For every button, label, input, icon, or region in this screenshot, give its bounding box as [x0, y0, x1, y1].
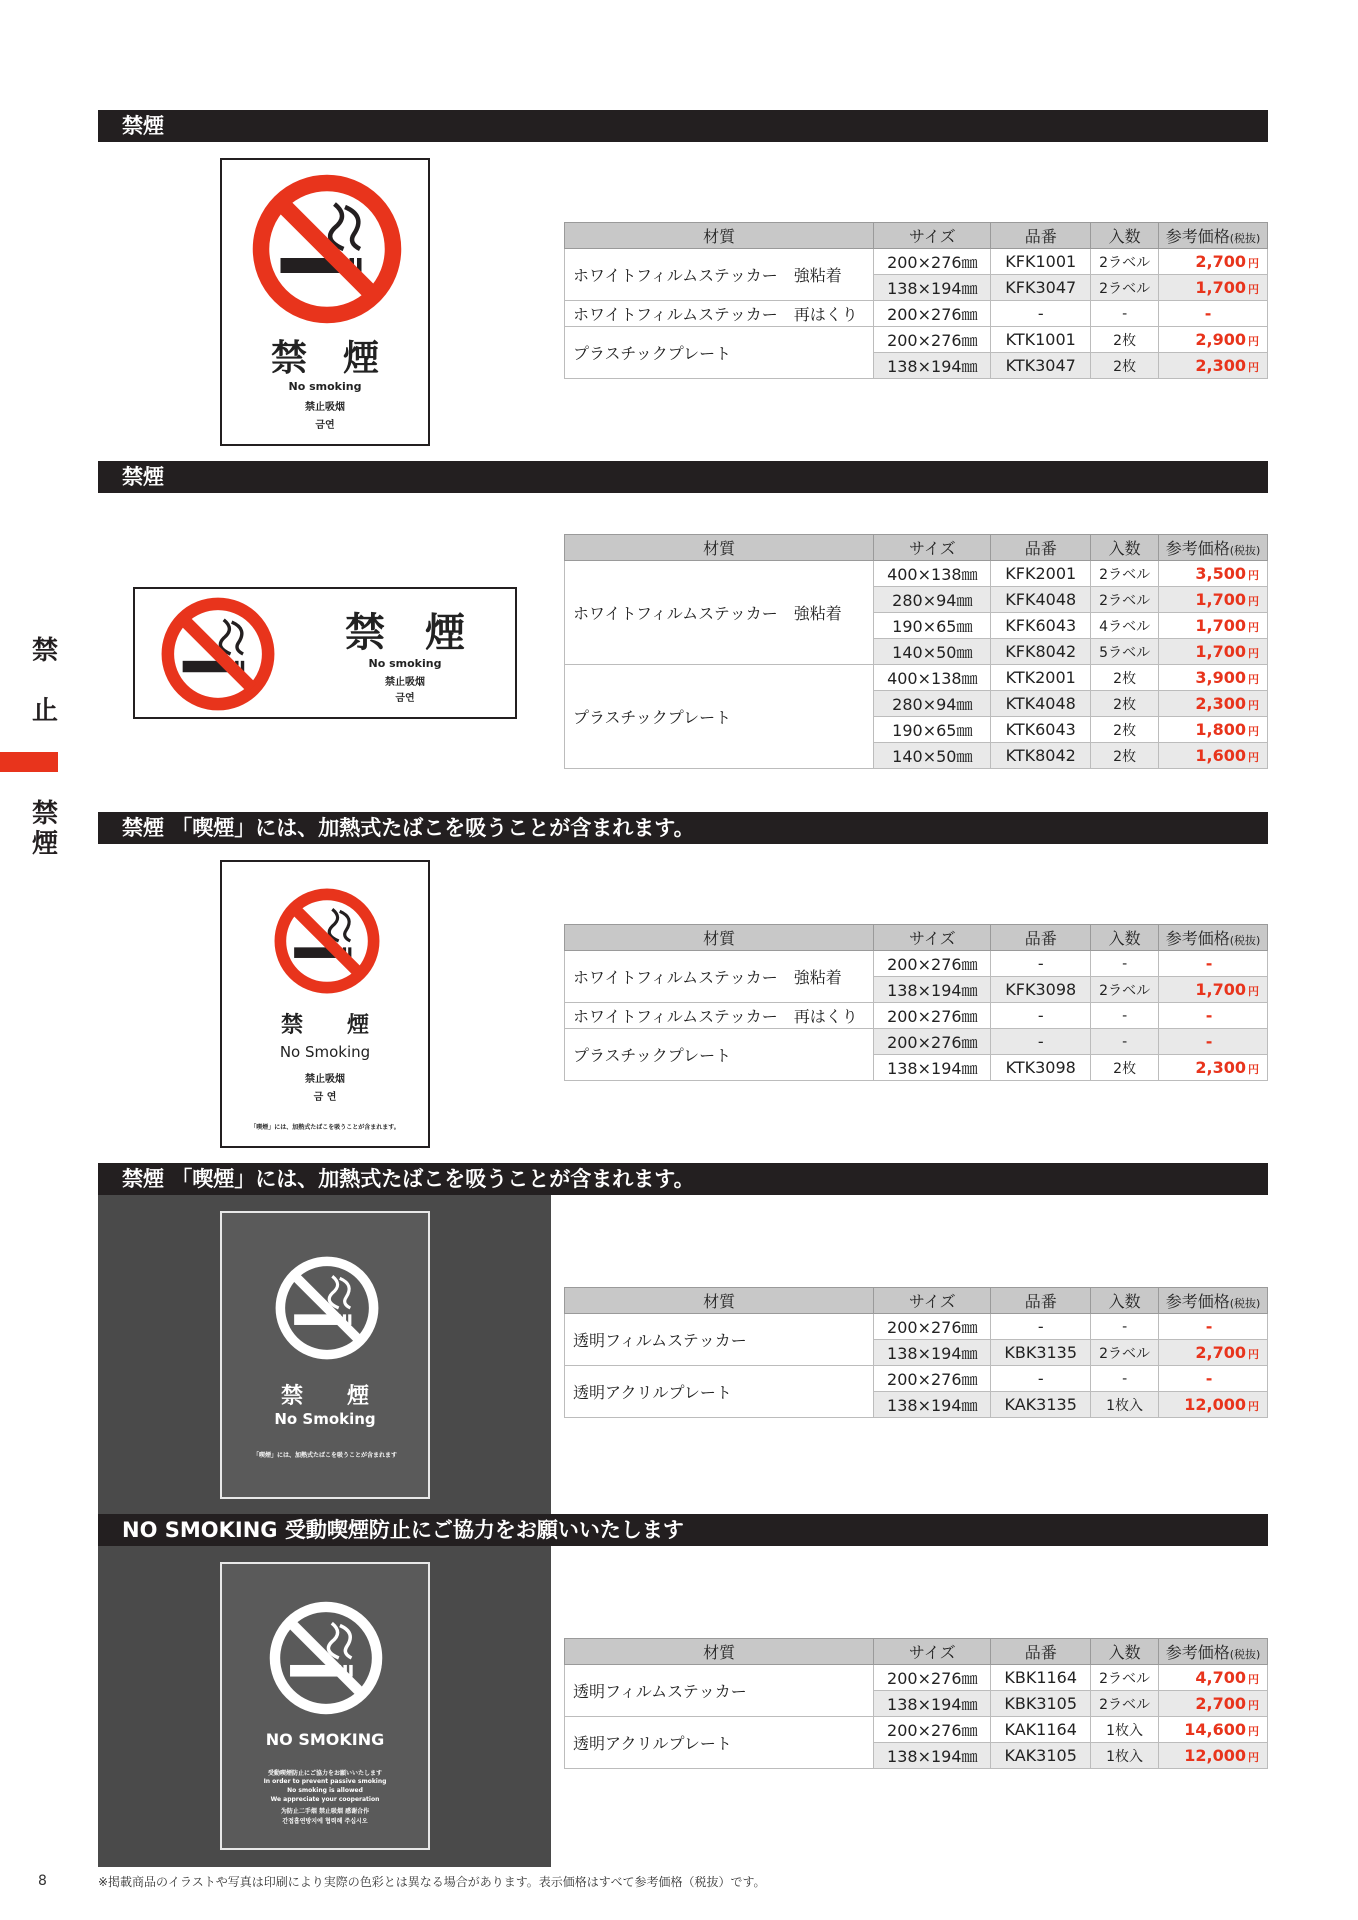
cell-code: KAK3135 [991, 1392, 1091, 1418]
cell-code: KFK6043 [991, 613, 1091, 639]
cell-price: 1,700 円 [1159, 977, 1268, 1003]
header-qty: 入数 [1091, 535, 1159, 561]
sign-chinese: 禁止吸烟 [385, 677, 425, 688]
header-material: 材質 [565, 925, 874, 951]
header-qty: 入数 [1091, 223, 1159, 249]
cell-qty: - [1091, 301, 1159, 327]
cell-size: 138×194㎜ [874, 1340, 991, 1366]
cell-size: 200×276㎜ [874, 1366, 991, 1392]
cell-size: 138×194㎜ [874, 353, 991, 379]
cell-code: KTK8042 [991, 743, 1091, 769]
cell-price: 3,900 円 [1159, 665, 1268, 691]
side-label-kin2: 禁 [31, 799, 58, 829]
table-row [565, 951, 1268, 977]
sign-line-cn: 为防止二手烟 禁止吸烟 感谢合作 [280, 1808, 370, 1815]
cell-size: 200×276㎜ [874, 1029, 991, 1055]
table-row [565, 249, 1268, 275]
sign-horizontal [133, 587, 517, 719]
sign-title: 禁 煙 [270, 338, 379, 379]
header-code: 品番 [991, 1639, 1091, 1665]
cell-size: 190×65㎜ [874, 717, 991, 743]
cell-size: 190×65㎜ [874, 613, 991, 639]
spec-table [564, 1638, 1268, 1769]
footer-note: ※掲載商品のイラストや写真は印刷により実際の色彩とは異なる場合があります。表示価格はすべて参考価格（税抜）です。 [98, 1875, 766, 1889]
sign-english: No smoking [288, 380, 362, 393]
cell-code: - [991, 1366, 1091, 1392]
cell-code: KFK1001 [991, 249, 1091, 275]
cell-qty: 2ラベル [1091, 1665, 1159, 1691]
side-label-shi: 止 [31, 696, 58, 726]
cell-code: KTK3098 [991, 1055, 1091, 1081]
cell-code: - [991, 1029, 1091, 1055]
sign-line-en2: No smoking is allowed [287, 1787, 363, 1794]
cell-price: - [1159, 301, 1268, 327]
cell-qty: 2枚 [1091, 353, 1159, 379]
cell-code: - [991, 1003, 1091, 1029]
cell-size: 280×94㎜ [874, 691, 991, 717]
cell-price: 1,700 円 [1159, 639, 1268, 665]
sign-note: 「喫煙」には、加熱式たばこを吸うことが含まれます [252, 1452, 397, 1459]
cell-code: - [991, 301, 1091, 327]
cell-code: KFK2001 [991, 561, 1091, 587]
cell-code: KTK1001 [991, 327, 1091, 353]
cell-code: KBK3135 [991, 1340, 1091, 1366]
cell-qty: 1枚入 [1091, 1392, 1159, 1418]
cell-size: 138×194㎜ [874, 1691, 991, 1717]
header-size: サイズ [874, 1639, 991, 1665]
cell-code: KFK3047 [991, 275, 1091, 301]
sign-line-kr: 간접흡연방지에 협력해 주십시오 [282, 1818, 368, 1825]
cell-material: ホワイトフィルムステッカー 強粘着 [565, 249, 874, 301]
cell-price: 2,300 円 [1159, 1055, 1268, 1081]
table-row [565, 1665, 1268, 1691]
sign-title: 禁 煙 [280, 1384, 369, 1409]
header-price: 参考価格(税抜) [1159, 925, 1268, 951]
sign-title: 禁 煙 [345, 610, 465, 656]
sign-korean: 금연 [395, 693, 415, 704]
cell-code: KTK2001 [991, 665, 1091, 691]
table-row [565, 1366, 1268, 1392]
cell-price: - [1159, 951, 1268, 977]
sign-line-jp: 受動喫煙防止にご協力をお願いいたします [267, 1770, 382, 1777]
cell-price: - [1159, 1314, 1268, 1340]
cell-size: 138×194㎜ [874, 1055, 991, 1081]
spec-table [564, 1287, 1268, 1418]
cell-size: 138×194㎜ [874, 1743, 991, 1769]
cell-size: 200×276㎜ [874, 1003, 991, 1029]
cell-code: KBK1164 [991, 1665, 1091, 1691]
cell-qty: 2枚 [1091, 665, 1159, 691]
table-row [565, 561, 1268, 587]
header-size: サイズ [874, 223, 991, 249]
sign-vertical [220, 158, 430, 446]
cell-material: プラスチックプレート [565, 327, 874, 379]
cell-price: 1,700 円 [1159, 613, 1268, 639]
table-row [565, 327, 1268, 353]
cell-code: KAK1164 [991, 1717, 1091, 1743]
section-bar: 禁煙 [98, 461, 1268, 493]
cell-size: 280×94㎜ [874, 587, 991, 613]
cell-price: 2,900 円 [1159, 327, 1268, 353]
cell-qty: 2ラベル [1091, 1340, 1159, 1366]
cell-price: 2,300 円 [1159, 691, 1268, 717]
cell-code: KBK3105 [991, 1691, 1091, 1717]
sign-line-en1: In order to prevent passive smoking [263, 1778, 387, 1785]
cell-code: KTK3047 [991, 353, 1091, 379]
cell-qty: 2枚 [1091, 327, 1159, 353]
cell-qty: - [1091, 1314, 1159, 1340]
header-price: 参考価格(税抜) [1159, 223, 1268, 249]
cell-material: ホワイトフィルムステッカー 再はくり [565, 1003, 874, 1029]
sign-vertical [220, 860, 430, 1148]
section-bar: 禁煙 [98, 110, 1268, 142]
header-qty: 入数 [1091, 925, 1159, 951]
header-material: 材質 [565, 535, 874, 561]
cell-qty: - [1091, 1029, 1159, 1055]
header-code: 品番 [991, 223, 1091, 249]
cell-price: 2,300 円 [1159, 353, 1268, 379]
cell-material: 透明フィルムステッカー [565, 1314, 874, 1366]
cell-qty: 2ラベル [1091, 249, 1159, 275]
section-bar: 禁煙 「喫煙」には、加熱式たばこを吸うことが含まれます。 [98, 812, 1268, 844]
header-qty: 入数 [1091, 1639, 1159, 1665]
cell-price: 1,600 円 [1159, 743, 1268, 769]
cell-qty: 2枚 [1091, 743, 1159, 769]
cell-qty: 2枚 [1091, 691, 1159, 717]
header-price: 参考価格(税抜) [1159, 1639, 1268, 1665]
cell-size: 200×276㎜ [874, 301, 991, 327]
header-size: サイズ [874, 535, 991, 561]
cell-price: - [1159, 1366, 1268, 1392]
cell-price: 4,700 円 [1159, 1665, 1268, 1691]
cell-qty: 1枚入 [1091, 1743, 1159, 1769]
header-size: サイズ [874, 925, 991, 951]
cell-qty: - [1091, 1366, 1159, 1392]
cell-code: KTK4048 [991, 691, 1091, 717]
header-size: サイズ [874, 1288, 991, 1314]
cell-size: 200×276㎜ [874, 1717, 991, 1743]
cell-qty: 2枚 [1091, 1055, 1159, 1081]
cell-code: - [991, 1314, 1091, 1340]
cell-size: 138×194㎜ [874, 1392, 991, 1418]
sign-vertical-dark [220, 1211, 430, 1499]
cell-price: 2,700 円 [1159, 1691, 1268, 1717]
cell-material: 透明アクリルプレート [565, 1717, 874, 1769]
section-bar: 禁煙 「喫煙」には、加熱式たばこを吸うことが含まれます。 [98, 1163, 1268, 1195]
cell-code: KAK3105 [991, 1743, 1091, 1769]
cell-size: 140×50㎜ [874, 639, 991, 665]
sign-line-en3: We appreciate your cooperation [270, 1796, 380, 1803]
side-label-en: 煙 [31, 829, 58, 859]
cell-code: KFK4048 [991, 587, 1091, 613]
cell-size: 200×276㎜ [874, 1314, 991, 1340]
cell-size: 400×138㎜ [874, 665, 991, 691]
spec-table [564, 222, 1268, 379]
cell-size: 200×276㎜ [874, 249, 991, 275]
spec-table [564, 534, 1268, 769]
no-smoking-icon [252, 174, 402, 324]
cell-qty: 2ラベル [1091, 561, 1159, 587]
table-row [565, 1029, 1268, 1055]
cell-qty: 1枚入 [1091, 1717, 1159, 1743]
header-price: 参考価格(税抜) [1159, 535, 1268, 561]
table-row [565, 665, 1268, 691]
sign-korean: 금 연 [313, 1092, 337, 1103]
side-label-kin: 禁 [31, 636, 58, 666]
cell-price: 2,700 円 [1159, 1340, 1268, 1366]
no-smoking-icon [268, 1600, 384, 1716]
cell-qty: 2ラベル [1091, 1691, 1159, 1717]
cell-price: 3,500 円 [1159, 561, 1268, 587]
sign-korean: 금연 [315, 420, 335, 431]
cell-price: 1,700 円 [1159, 587, 1268, 613]
spec-table [564, 924, 1268, 1081]
cell-qty: 5ラベル [1091, 639, 1159, 665]
cell-material: プラスチックプレート [565, 1029, 874, 1081]
cell-price: 12,000 円 [1159, 1392, 1268, 1418]
cell-material: ホワイトフィルムステッカー 強粘着 [565, 951, 874, 1003]
cell-price: 12,000 円 [1159, 1743, 1268, 1769]
section-bar: NO SMOKING 受動喫煙防止にご協力をお願いいたします [98, 1514, 1268, 1546]
cell-code: KTK6043 [991, 717, 1091, 743]
cell-material: ホワイトフィルムステッカー 再はくり [565, 301, 874, 327]
cell-code: KFK3098 [991, 977, 1091, 1003]
sign-english: No smoking [368, 657, 442, 670]
cell-size: 140×50㎜ [874, 743, 991, 769]
cell-size: 138×194㎜ [874, 977, 991, 1003]
cell-material: ホワイトフィルムステッカー 強粘着 [565, 561, 874, 665]
side-red-marker [0, 752, 58, 772]
cell-code: - [991, 951, 1091, 977]
sign-english: No Smoking [279, 1043, 371, 1061]
sign-chinese: 禁止吸烟 [305, 1074, 345, 1085]
cell-price: 2,700 円 [1159, 249, 1268, 275]
sign-english: No Smoking [274, 1410, 376, 1428]
cell-price: 1,700 円 [1159, 275, 1268, 301]
no-smoking-icon [274, 888, 380, 994]
cell-qty: - [1091, 951, 1159, 977]
cell-code: KFK8042 [991, 639, 1091, 665]
header-qty: 入数 [1091, 1288, 1159, 1314]
table-row [565, 301, 1268, 327]
page-number: 8 [38, 1873, 47, 1889]
cell-qty: 2ラベル [1091, 977, 1159, 1003]
header-material: 材質 [565, 223, 874, 249]
cell-qty: 4ラベル [1091, 613, 1159, 639]
header-material: 材質 [565, 1639, 874, 1665]
cell-price: 14,600 円 [1159, 1717, 1268, 1743]
cell-price: 1,800 円 [1159, 717, 1268, 743]
sign-chinese: 禁止吸烟 [305, 402, 345, 413]
cell-price: - [1159, 1003, 1268, 1029]
header-code: 品番 [991, 535, 1091, 561]
cell-material: プラスチックプレート [565, 665, 874, 769]
header-price: 参考価格(税抜) [1159, 1288, 1268, 1314]
cell-qty: 2ラベル [1091, 275, 1159, 301]
header-material: 材質 [565, 1288, 874, 1314]
sign-vertical-dark [220, 1562, 430, 1850]
cell-material: 透明フィルムステッカー [565, 1665, 874, 1717]
sign-note: 「喫煙」には、加熱式たばこを吸うことが含まれます。 [250, 1124, 400, 1131]
sign-title: NO SMOKING [265, 1730, 385, 1749]
no-smoking-icon [161, 597, 275, 711]
no-smoking-icon [274, 1255, 380, 1361]
cell-qty: 2ラベル [1091, 587, 1159, 613]
cell-size: 200×276㎜ [874, 327, 991, 353]
cell-qty: 2枚 [1091, 717, 1159, 743]
table-row [565, 1003, 1268, 1029]
table-row [565, 1314, 1268, 1340]
header-code: 品番 [991, 1288, 1091, 1314]
cell-size: 200×276㎜ [874, 951, 991, 977]
cell-qty: - [1091, 1003, 1159, 1029]
cell-size: 200×276㎜ [874, 1665, 991, 1691]
table-row [565, 1717, 1268, 1743]
sign-title: 禁 煙 [280, 1013, 369, 1038]
cell-size: 138×194㎜ [874, 275, 991, 301]
cell-material: 透明アクリルプレート [565, 1366, 874, 1418]
header-code: 品番 [991, 925, 1091, 951]
cell-price: - [1159, 1029, 1268, 1055]
cell-size: 400×138㎜ [874, 561, 991, 587]
